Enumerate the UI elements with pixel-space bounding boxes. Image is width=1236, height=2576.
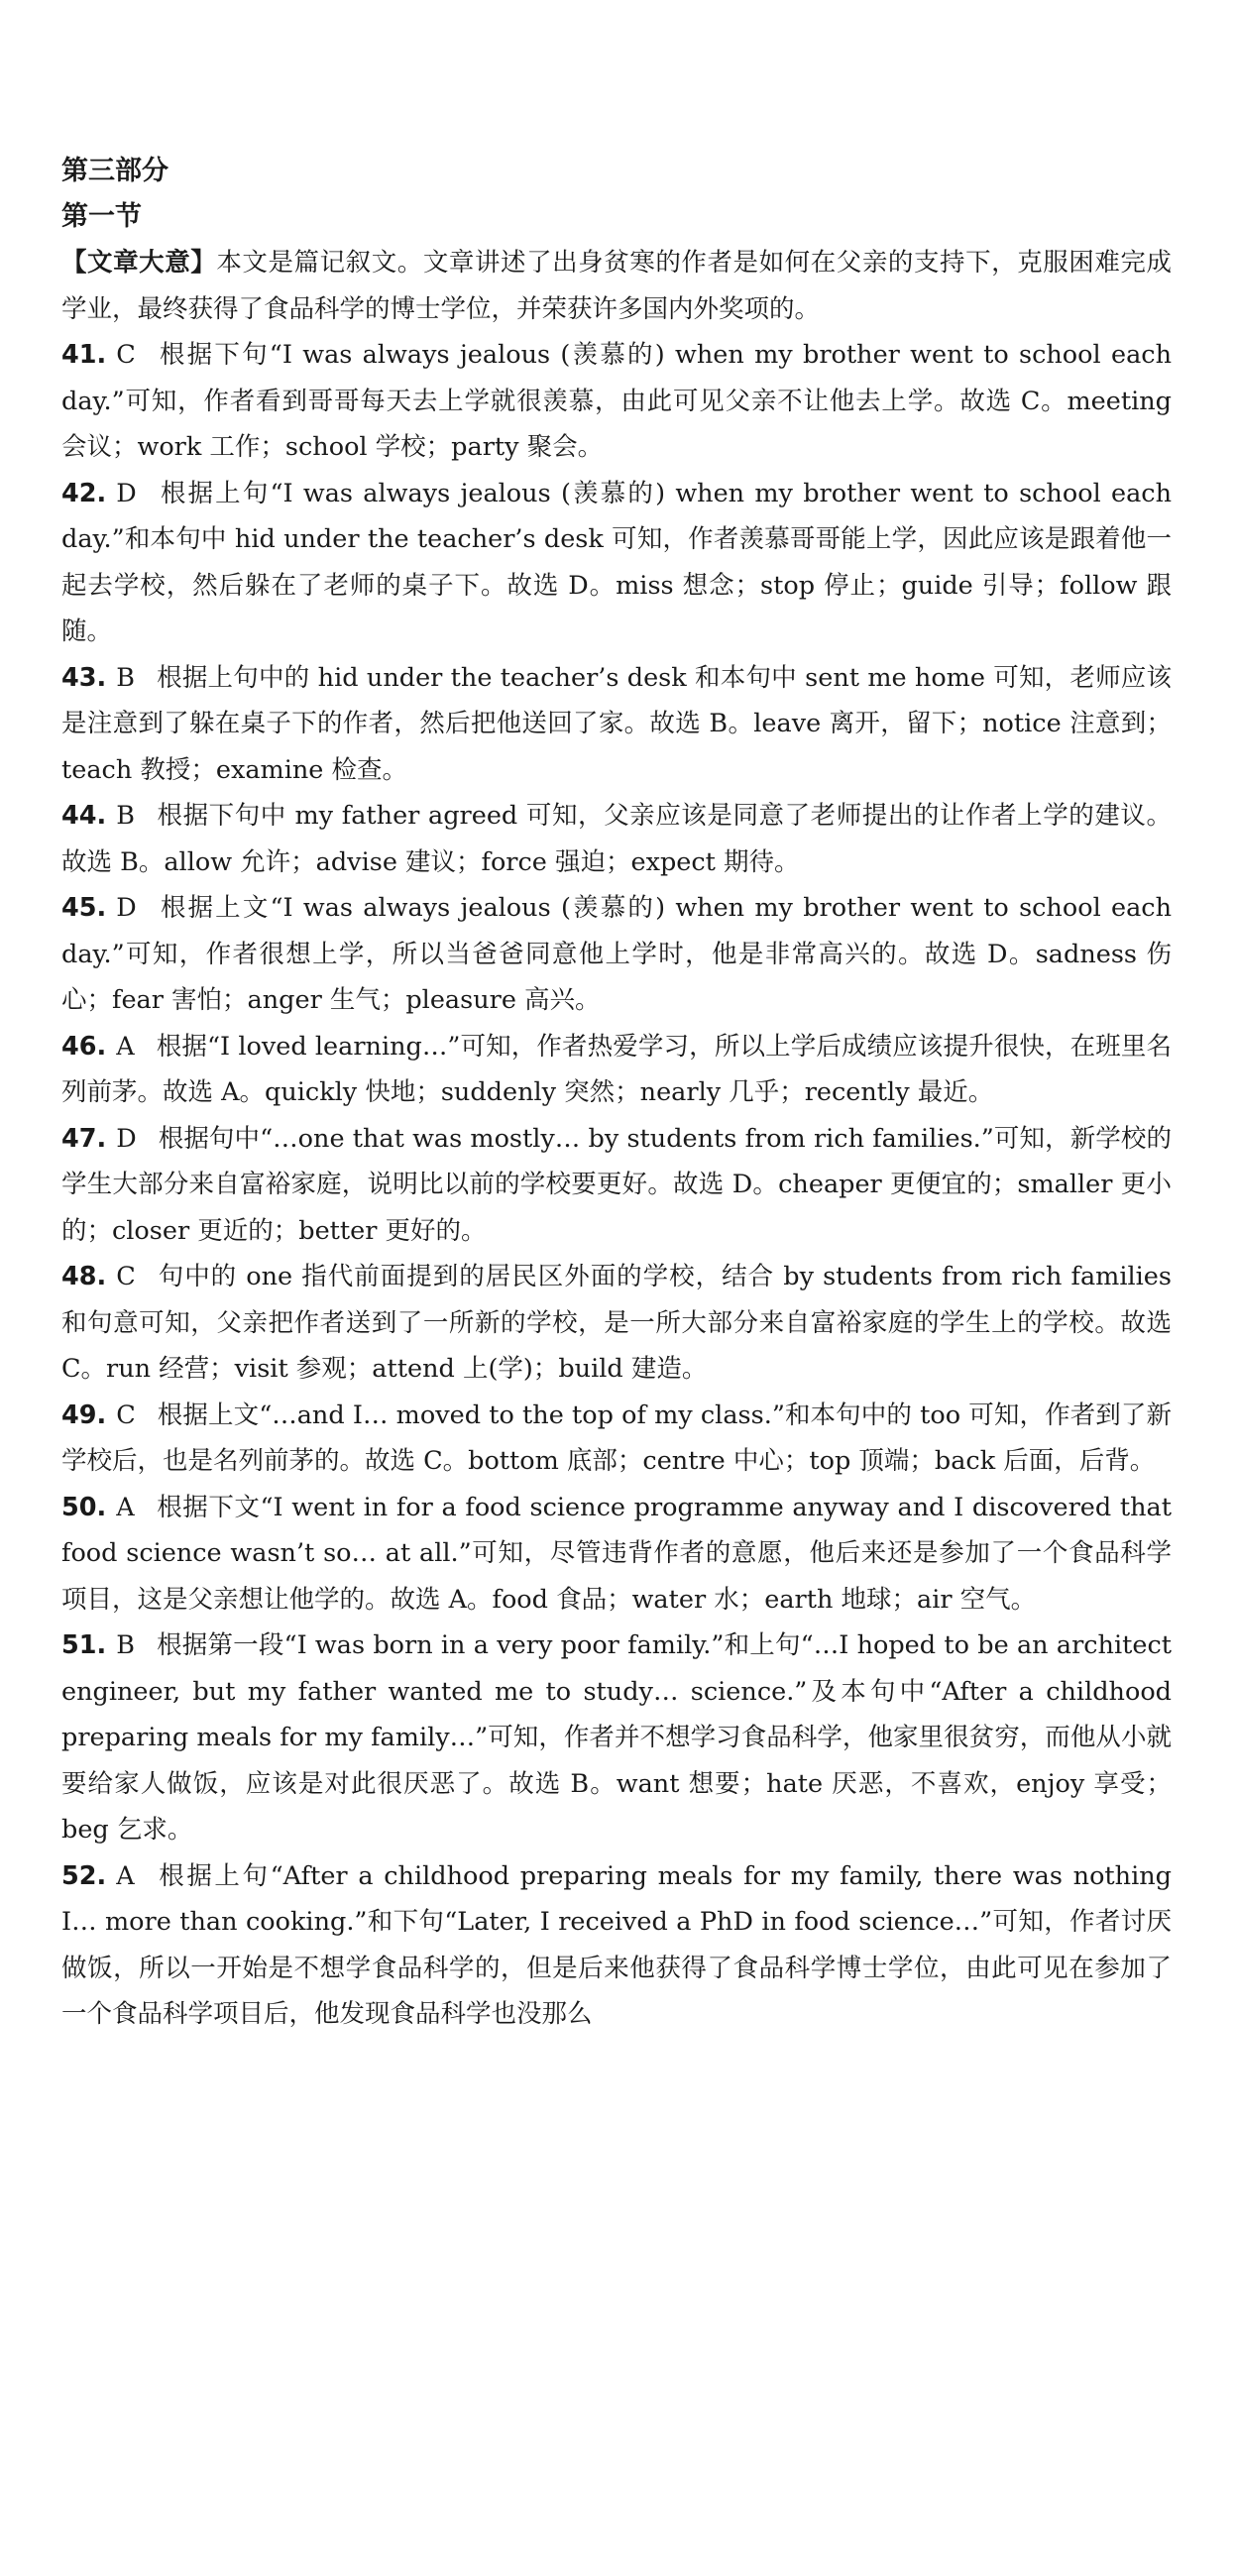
answer-letter: C	[116, 1400, 136, 1430]
answer-item	[61, 471, 1172, 655]
answer-key-page	[61, 149, 1172, 2038]
summary-text: 本文是篇记叙文。文章讲述了出身贫寒的作者是如何在父亲的支持下，克服困难完成学业，最终获得了食品科学的博士学位，并荣获许多国内外奖项的。	[61, 248, 1172, 324]
answer-letter: C	[116, 340, 136, 370]
explanation-text: 句中的 one 指代前面提到的居民区外面的学校，结合 by students from rich families 和句意可知，父亲把作者送到了一所新的学校，是一所大部分来自富裕家庭的学生上的学校。故选 C。run 经营；visit 参观；attend 上(学)；build 建造。	[61, 1262, 1172, 1384]
explanation-text: 根据第一段“I was born in a very poor family.”和上句“…I hoped to be an architect engineer, but my father wanted me to study… science.”及本句中“After a childhood preparing meals for my family…”可知，作者并不想学习食品科学，他家里很贫穷，而他从小就要给家人做饭，应该是对此很厌恶了。故选 B。want 想要；hate 厌恶，不喜欢，enjoy 享受；beg 乞求。	[61, 1630, 1172, 1845]
explanation-text: 根据“I loved learning…”可知，作者热爱学习，所以上学后成绩应该提升很快，在班里名列前茅。故选 A。quickly 快地；suddenly 突然；nearly 几乎；recently 最近。	[61, 1031, 1172, 1107]
summary-label: 【文章大意】	[61, 248, 217, 278]
answer-letter: A	[116, 1860, 135, 1891]
question-number: 44.	[61, 801, 107, 831]
subsection-heading: 第一节	[61, 201, 142, 232]
question-number: 41.	[61, 340, 107, 370]
answer-letter: C	[116, 1262, 136, 1291]
question-number: 49.	[61, 1400, 107, 1430]
answer-letter: A	[116, 1031, 135, 1062]
answer-item	[61, 793, 1172, 885]
answer-item	[61, 1623, 1172, 1853]
answer-item	[61, 1024, 1172, 1116]
explanation-text: 根据句中“…one that was mostly… by students from rich families.”可知，新学校的学生大部分来自富裕家庭，说明比以前的学校要更好。故选 D。cheaper 更便宜的；smaller 更小的；closer 更近的；better 更好的。	[61, 1123, 1172, 1246]
question-number: 45.	[61, 893, 107, 923]
question-number: 42.	[61, 478, 107, 508]
explanation-text: 根据上句“After a childhood preparing meals for my family, there was nothing I… more than cooking.”和下句“Later, I received a PhD in food science…”可知，作者讨厌做饭，所以一开始是不想学食品科学的，但是后来他获得了食品科学博士学位，由此可见在参加了一个食品科学项目后，他发现食品科学也没那么	[61, 1860, 1172, 2029]
question-number: 50.	[61, 1492, 107, 1522]
answer-letter: B	[116, 662, 135, 693]
answer-item	[61, 1853, 1172, 2038]
question-number: 48.	[61, 1262, 107, 1291]
explanation-text: 根据上文“…and I… moved to the top of my class.”和本句中的 too 可知，作者到了新学校后，也是名列前茅的。故选 C。bottom 底部；centre 中心；top 顶端；back 后面，后背。	[61, 1400, 1172, 1476]
answer-letter: D	[116, 1123, 137, 1154]
answer-item	[61, 1485, 1172, 1624]
question-number: 52.	[61, 1860, 107, 1891]
explanation-text: 根据下文“I went in for a food science programme anyway and I discovered that food science wasn’t so… at all.”可知，尽管违背作者的意愿，他后来还是参加了一个食品科学项目，这是父亲想让他学的。故选 A。food 食品；water 水；earth 地球；air 空气。	[61, 1492, 1172, 1615]
answer-letter: D	[116, 478, 137, 508]
answer-item	[61, 655, 1172, 794]
explanation-text: 根据上文“I was always jealous (羡慕的) when my brother went to school each day.”可知，作者很想上学，所以当爸爸同意他上学时，他是非常高兴的。故选 D。sadness 伤心；fear 害怕；anger 生气；pleasure 高兴。	[61, 893, 1172, 1015]
answer-item	[61, 885, 1172, 1024]
answer-letter: A	[116, 1492, 135, 1522]
answer-item	[61, 1393, 1172, 1485]
explanation-text: 根据上句“I was always jealous (羡慕的) when my brother went to school each day.”和本句中 hid under the teacher’s desk 可知，作者羡慕哥哥能上学，因此应该是跟着他一起去学校，然后躲在了老师的桌子下。故选 D。miss 想念；stop 停止；guide 引导；follow 跟随。	[61, 478, 1172, 646]
answer-item	[61, 332, 1172, 471]
question-number: 46.	[61, 1031, 107, 1062]
explanation-text: 根据上句中的 hid under the teacher’s desk 和本句中 sent me home 可知，老师应该是注意到了躲在桌子下的作者，然后把他送回了家。故选 B。leave 离开，留下；notice 注意到；teach 教授；examine 检查。	[61, 662, 1172, 785]
explanation-text: 根据下句“I was always jealous (羡慕的) when my brother went to school each day.”可知，作者看到哥哥每天去上学就很羡慕，由此可见父亲不让他去上学。故选 C。meeting 会议；work 工作；school 学校；party 聚会。	[61, 340, 1172, 462]
summary-paragraph	[61, 240, 1172, 332]
explanation-text: 根据下句中 my father agreed 可知，父亲应该是同意了老师提出的让作者上学的建议。故选 B。allow 允许；advise 建议；force 强迫；expect 期待。	[61, 801, 1172, 877]
answer-letter: B	[116, 801, 135, 831]
answer-item	[61, 1116, 1172, 1255]
question-number: 51.	[61, 1630, 107, 1660]
question-number: 47.	[61, 1123, 107, 1154]
answer-letter: B	[116, 1630, 135, 1660]
answer-item	[61, 1254, 1172, 1393]
part-heading: 第三部分	[61, 156, 169, 186]
answer-letter: D	[116, 893, 137, 923]
question-number: 43.	[61, 662, 107, 693]
